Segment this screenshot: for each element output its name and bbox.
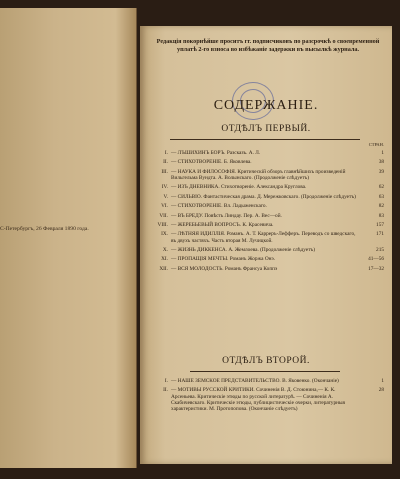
toc-entry-title: — СТИХОТВОРЕНІЕ. Вл. Ладыженскаго. — [171, 203, 267, 210]
toc-entry-page: 41—56 — [368, 256, 384, 263]
toc-entry-number: I. — [164, 150, 168, 156]
toc-entry-page: 39 — [378, 168, 384, 175]
section-two-list — [150, 378, 384, 415]
subscriber-notice: Редакція покорнѣйше проситъ гг. подписчиковъ по разсрочкѣ о своевременной уплатѣ 2-го взноса во избѣжаніе задержки въ высылкѣ журнала. — [156, 38, 380, 54]
toc-entry-page: 17—32 — [368, 265, 384, 272]
toc-entry-page: 171 — [376, 231, 384, 238]
toc-entry — [150, 247, 384, 253]
toc-entry — [150, 213, 384, 219]
toc-entry-title: — ПРОПАЩІЯ МЕЧТЫ. Романъ Жоржа Онэ. — [171, 256, 276, 263]
toc-entry-page: 82 — [378, 203, 384, 210]
toc-entry — [150, 266, 384, 272]
right-page — [140, 26, 392, 464]
toc-entry — [150, 150, 384, 156]
toc-entry-title: — ВСЯ МОЛОДОСТЬ. Романъ Франсуа Коппэ — [171, 265, 278, 272]
toc-entry-number: III. — [161, 168, 168, 175]
toc-entry-title: — НАУКА И ФИЛОСОФІЯ. Критическій обзоръ главнѣйшихъ произведеній Вильгельма Вундта. А. Волынскаго. (Продолженіе слѣдуетъ) — [171, 168, 346, 181]
toc-entry-page: 63 — [378, 193, 384, 200]
toc-entry-title: — СИЛЬВІО. Фантастическая драма. Д. Мережковскаго. (Продолженіе слѣдуетъ) — [171, 193, 356, 200]
toc-entry — [150, 231, 384, 243]
toc-entry-page: 157 — [376, 221, 384, 228]
toc-entry-title: — ВЪ БРЕДУ. Повѣсть Линдау. Пер. А. Вес—ой. — [171, 212, 282, 219]
toc-entry-number: VII. — [159, 212, 168, 219]
toc-entry-title: — НАШЕ ЗЕМСКОЕ ПРЕДСТАВИТЕЛЬСТВО. В. Яковенко. (Окончаніе) — [171, 378, 339, 384]
toc-entry-number: IX. — [161, 231, 168, 238]
toc-entry-page: 38 — [378, 159, 384, 166]
toc-entry-number: VI. — [161, 203, 168, 210]
toc-entry-title: — ЖИЗНЬ ДИККЕНСА. А. Жемлоева. (Продолженіе слѣдуетъ) — [171, 246, 316, 253]
toc-entry-page: 83 — [378, 212, 384, 219]
toc-entry-title: — ИЗЪ ДНЕВНИКА. Стихотвореніе. Александра Круглова. — [171, 184, 307, 191]
toc-entry-number: IV. — [161, 184, 168, 191]
toc-entry-page: 62 — [378, 184, 384, 191]
toc-entry — [150, 378, 384, 384]
toc-entry-number: I. — [164, 378, 168, 384]
toc-entry — [150, 159, 384, 165]
toc-entry-number: XI. — [161, 256, 168, 263]
toc-entry-title: — ЖЕРЕБЬЕВЫЙ ВОПРОСЪ. К. Красевича. — [171, 221, 274, 228]
toc-entry-number: XII. — [159, 265, 168, 272]
divider — [170, 139, 360, 140]
divider — [190, 371, 340, 372]
contents-title: СОДЕРЖАНІЕ. — [213, 98, 319, 113]
toc-entry — [150, 387, 384, 412]
toc-entry-page: 28 — [378, 387, 384, 394]
date-line: С-Петербургъ, 26 Февраля 1890 года. — [0, 226, 89, 232]
section-one-list — [150, 150, 384, 275]
toc-entry-page: 1 — [381, 378, 384, 384]
toc-entry-title: — СТИХОТВОРЕНІЕ. Б. Яковлева. — [171, 159, 252, 166]
toc-entry — [150, 256, 384, 262]
pages-column-label: СТРАН. — [368, 142, 384, 147]
section-one-title: ОТДѢЛЪ ПЕРВЫЙ. — [221, 124, 311, 134]
left-page — [0, 8, 137, 468]
toc-entry-page: 215 — [376, 246, 384, 253]
toc-entry-number: X. — [162, 246, 168, 253]
toc-entry-number: II. — [163, 159, 168, 166]
toc-entry — [150, 194, 384, 200]
toc-entry-number: VIII. — [157, 221, 168, 228]
toc-entry — [150, 203, 384, 209]
toc-entry-page: 1 — [381, 150, 384, 156]
toc-entry — [150, 222, 384, 228]
toc-entry-title: — ЛѢТНЯЯ ИДИЛЛІЯ. Романъ. А. Т. Карреръ-Лефферъ. Переводъ со шведскаго, въ двухъ частяхъ. Часть вторая М. Лучицкой. — [171, 231, 356, 244]
toc-entry-number: V. — [163, 193, 168, 200]
toc-entry-title: — МОТИВЫ РУССКОЙ КРИТИКИ. Сочиненія В. Д. Стоюнина,— К. К. Арсеньева. Критическіе этюды по русской литературѣ. — Сочиненія А. Скабичевскаго. Критическіе этюды, публицистическіе очерки, литературныя характеристики. М. Протопопова. (Окончаніе слѣдуетъ) — [171, 387, 345, 412]
section-two-title: ОТДѢЛЪ ВТОРОЙ. — [222, 356, 310, 366]
toc-entry — [150, 169, 384, 181]
toc-entry-title: — ЛЪШИХИНЪ БОРЪ. Разсказъ. А. Л. — [171, 150, 261, 156]
toc-entry — [150, 184, 384, 190]
toc-entry-number: II. — [163, 387, 168, 394]
